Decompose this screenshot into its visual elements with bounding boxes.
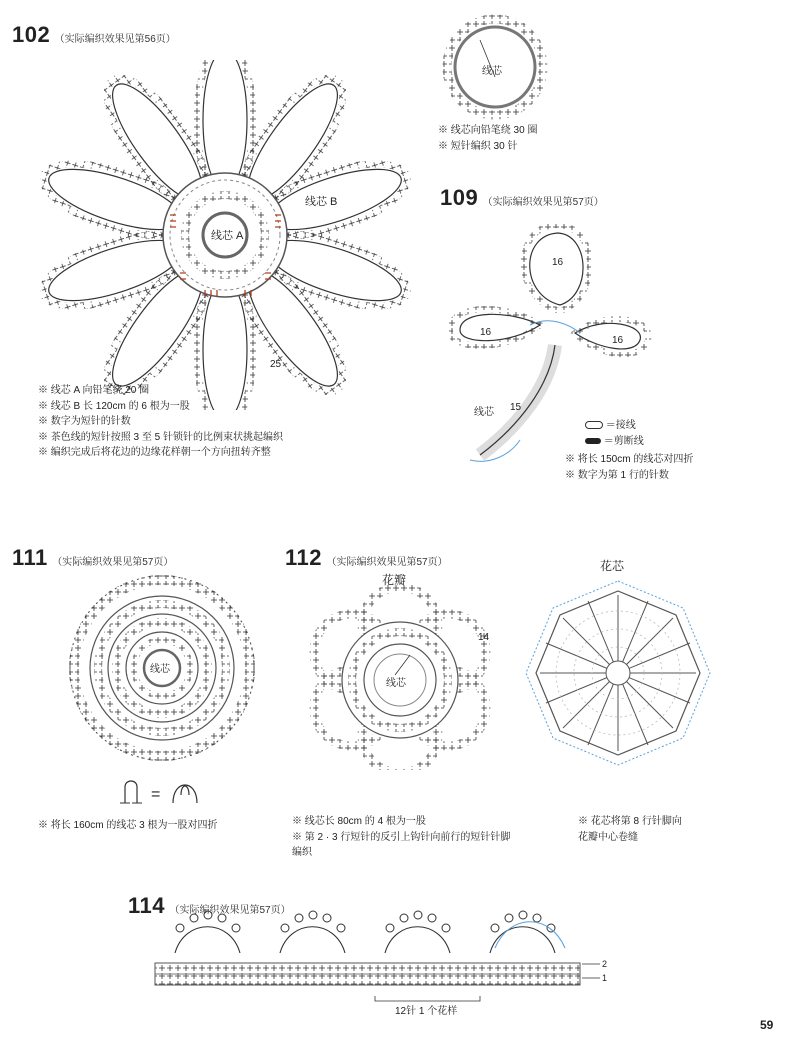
note-line: ※ 茶色线的短针按照 3 至 5 针锁针的比例束状挑起编织 [38, 431, 284, 443]
stitch-count-label: 25 [270, 359, 282, 370]
pattern-reference: （实际编织效果见第57页） [52, 557, 174, 568]
stitch-count-label: 14 [478, 632, 490, 643]
note-line: ※ 数字为短针的针数 [38, 416, 131, 427]
note-line: ※ 线芯 A 向铅笔绕 20 圈 [38, 385, 150, 396]
row-2-label: 2 [602, 959, 608, 969]
pattern-102-notes [38, 383, 283, 461]
svg-text:=: = [151, 786, 161, 803]
pattern-reference: （实际编织效果见第56页） [54, 34, 176, 45]
note-line: ※ 编织完成后将花边的边缘花样朝一个方向扭转齐整 [38, 447, 271, 458]
edging-114-diagram [150, 908, 610, 1018]
pattern-reference: （实际编织效果见第57页） [326, 557, 448, 568]
join-thread-icon [585, 421, 603, 429]
leaf-count-label: 16 [480, 327, 492, 338]
flower-112-center-diagram [520, 573, 720, 773]
pattern-number: 109 [440, 185, 479, 210]
pattern-112-header [285, 545, 448, 571]
legend-cut: ＝剪断线 [603, 436, 644, 447]
pattern-111-notes [38, 818, 217, 834]
flower-111-diagram [62, 568, 262, 768]
flower-112-petal-diagram [300, 585, 500, 770]
core-a-label: 线芯 A [211, 230, 244, 242]
core-ring-label: 线芯 [482, 66, 502, 77]
pattern-112-center-notes [578, 814, 682, 845]
note-line: ※ 线芯 B 长 120cm 的 6 根为一股 [38, 400, 190, 412]
stitch-equivalence-diagram [115, 775, 205, 810]
note-line: ※ 短针编织 30 针 [438, 140, 518, 152]
pattern-number: 102 [12, 22, 51, 47]
note-line: 花瓣中心卷缝 [578, 831, 638, 843]
legend-join: ＝接线 [605, 420, 636, 431]
pattern-reference: （实际编织效果见第57页） [482, 197, 604, 208]
stem-count-label: 15 [510, 402, 522, 413]
row-1-label: 1 [602, 973, 608, 983]
pattern-112-notes [292, 814, 510, 861]
note-line: ※ 第 2 · 3 行短针的反引上钩针向前行的短针针脚 [292, 831, 511, 843]
pattern-102-header [12, 22, 176, 48]
core-label: 线芯 [150, 664, 170, 675]
core-label: 线芯 [474, 407, 494, 418]
leaf-count-label: 16 [552, 257, 564, 268]
note-line: ※ 将长 150cm 的线芯对四折 [565, 454, 694, 465]
petal-title: 花瓣 [382, 573, 407, 587]
cut-thread-icon [585, 438, 601, 444]
pattern-number: 112 [285, 545, 322, 570]
pattern-reference: （实际编织效果见第57页） [169, 905, 291, 916]
pattern-109-header [440, 185, 604, 211]
repeat-label: 12针 1 个花样 [395, 1006, 458, 1017]
core-ring-diagram [440, 12, 550, 122]
note-line: 编织 [292, 847, 312, 858]
pattern-109-notes [565, 452, 693, 483]
pattern-109-legend [585, 418, 644, 450]
core-label: 线芯 [386, 678, 406, 689]
pattern-number: 114 [128, 893, 165, 918]
note-line: ※ 数字为第 1 行的针数 [565, 469, 669, 481]
page-number: 59 [760, 1018, 774, 1032]
core-ring-notes [438, 123, 537, 154]
note-line: ※ 花芯将第 8 行针脚向 [578, 816, 682, 827]
core-b-label: 线芯 B [305, 196, 338, 208]
leaf-count-label: 16 [612, 335, 624, 346]
note-line: ※ 线芯向铅笔绕 30 圈 [438, 125, 538, 136]
note-line: ※ 线芯长 80cm 的 4 根为一股 [292, 816, 426, 827]
pattern-number: 111 [12, 545, 48, 570]
note-line: ※ 将长 160cm 的线芯 3 根为一股对四折 [38, 820, 218, 831]
flower-102-diagram [40, 60, 420, 410]
center-title: 花芯 [600, 559, 625, 573]
